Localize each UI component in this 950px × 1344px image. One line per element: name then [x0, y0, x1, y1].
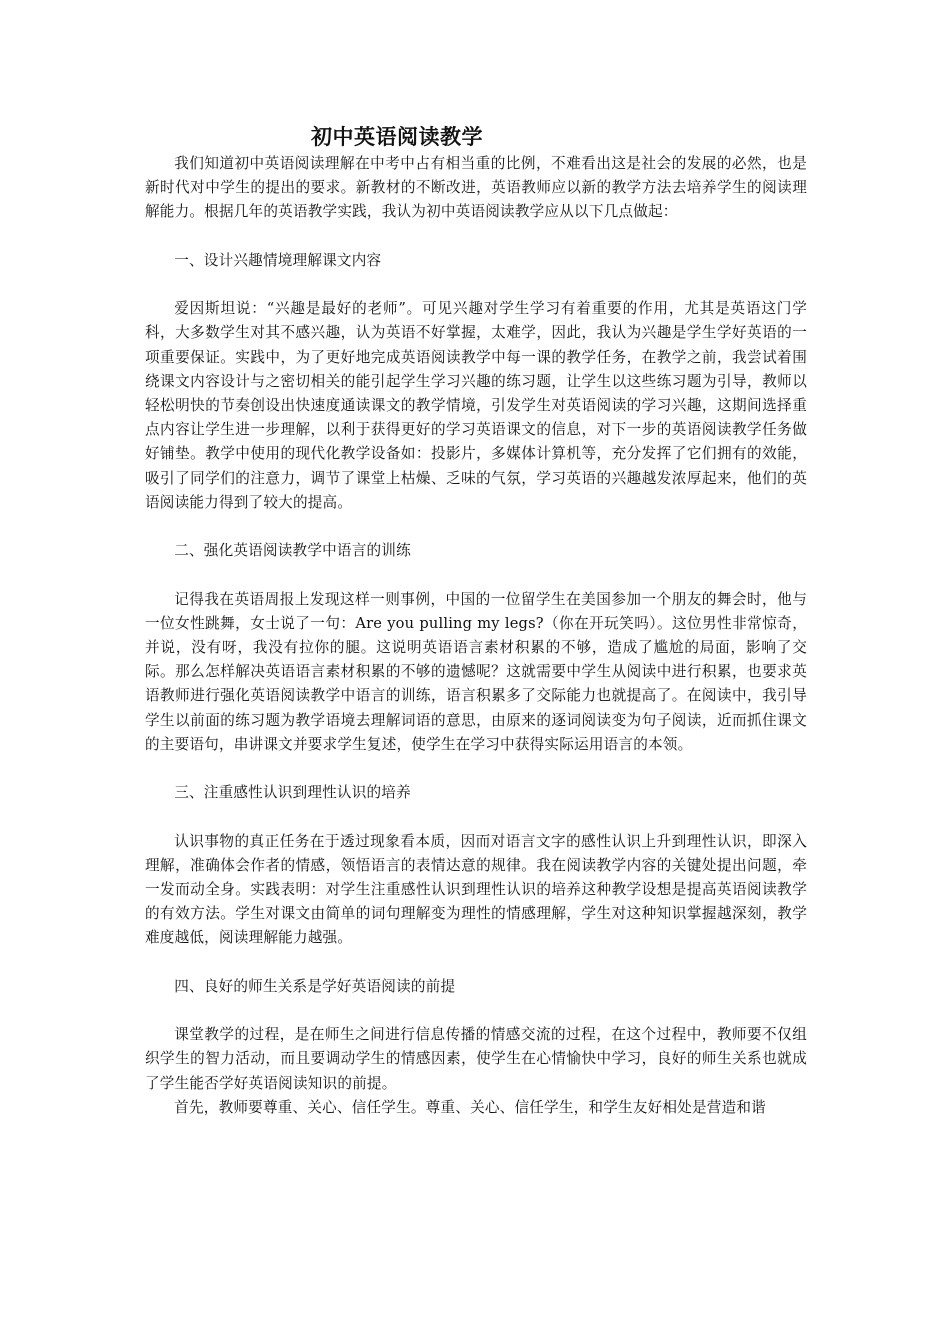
section-4-paragraph-2: 首先，教师要尊重、关心、信任学生。尊重、关心、信任学生，和学生友好相处是营造和谐: [174, 1098, 766, 1116]
section-3-heading: 三、注重感性认识到理性认识的培养: [174, 784, 411, 802]
section-3-paragraph-1: 认识事物的真正任务在于透过现象看本质，因而对语言文字的感性认识上升到理性认识，即深入理解，准确体会作者的情感，领悟语言的表情达意的规律。我在阅读教学内容的关键处提出问题，牵一发而动全身。实践表明：对学生注重感性认识到理性认识的培养这种教学设想是提高英语阅读教学的有效方法。学生对课文由简单的词句理解变为理性的情感理解，学生对这种知识掌握越深刻，教学难度越低，阅读理解能力越强。: [145, 832, 807, 947]
section-2-paragraph-1: 记得我在英语周报上发现这样一则事例，中国的一位留学生在美国参加一个朋友的舞会时，他与一位女性跳舞，女士说了一句：Are you pulling my legs?（你在开玩笑吗）。这位男性非常惊奇，并说，没有呀，我没有拉你的腿。这说明英语语言素材积累的不够，造成了尴尬的局面，影响了交际。那么怎样解决英语语言素材积累的不够的遗憾呢？这就需要中学生从阅读中进行积累，也要求英语教师进行强化英语阅读教学中语言的训练，语言积累多了交际能力也就提高了。在阅读中，我引导学生以前面的练习题为教学语境去理解词语的意思，由原来的逐词阅读变为句子阅读，近而抓住课文的主要语句，串讲课文并要求学生复述，使学生在学习中获得实际运用语言的本领。: [145, 590, 807, 753]
blank-line: [145, 273, 807, 297]
intro-paragraph: 我们知道初中英语阅读理解在中考中占有相当重的比例，不难看出这是社会的发展的必然，也是新时代对中学生的提出的要求。新教材的不断改进，英语教师应以新的教学方法去培养学生的阅读理解能力。根据几年的英语教学实践，我认为初中英语阅读教学应从以下几点做起：: [145, 155, 807, 221]
blank-line: [145, 515, 807, 539]
blank-line: [145, 805, 807, 829]
section-4-heading: 四、良好的师生关系是学好英语阅读的前提: [174, 977, 456, 995]
blank-line: [145, 757, 807, 781]
document-body: [145, 122, 807, 1120]
section-1-heading: 一、设计兴趣情境理解课文内容: [174, 251, 382, 269]
page-title: 初中英语阅读教学: [311, 124, 483, 149]
section-1-paragraph-1: 爱因斯坦说：“兴趣是最好的老师”。可见兴趣对学生学习有着重要的作用，尤其是英语这门学科，大多数学生对其不感兴趣，认为英语不好掌握，太难学，因此，我认为兴趣是学生学好英语的一项重要保证。实践中，为了更好地完成英语阅读教学中每一课的教学任务，在教学之前，我尝试着围绕课文内容设计与之密切相关的能引起学生学习兴趣的练习题，让学生以这些练习题为引导，教师以轻松明快的节奏创设出快速度通读课文的教学情境，引发学生对英语阅读的学习兴趣，这期间选择重点内容让学生进一步理解，以利于获得更好的学习英语课文的信息，对下一步的英语阅读教学任务做好铺垫。教学中使用的现代化教学设备如：投影片，多媒体计算机等，充分发挥了它们拥有的效能，吸引了同学们的注意力，调节了课堂上枯燥、乏味的气氛，学习英语的兴趣越发浓厚起来，他们的英语阅读能力得到了较大的提高。: [145, 300, 807, 511]
blank-line: [145, 225, 807, 249]
blank-line: [145, 951, 807, 975]
blank-line: [145, 563, 807, 587]
section-2-heading: 二、强化英语阅读教学中语言的训练: [174, 542, 411, 560]
blank-line: [145, 999, 807, 1023]
section-4-paragraph-1: 课堂教学的过程，是在师生之间进行信息传播的情感交流的过程，在这个过程中，教师要不仅组织学生的智力活动，而且要调动学生的情感因素，使学生在心情愉快中学习，良好的师生关系也就成了学生能否学好英语阅读知识的前提。: [145, 1026, 807, 1092]
